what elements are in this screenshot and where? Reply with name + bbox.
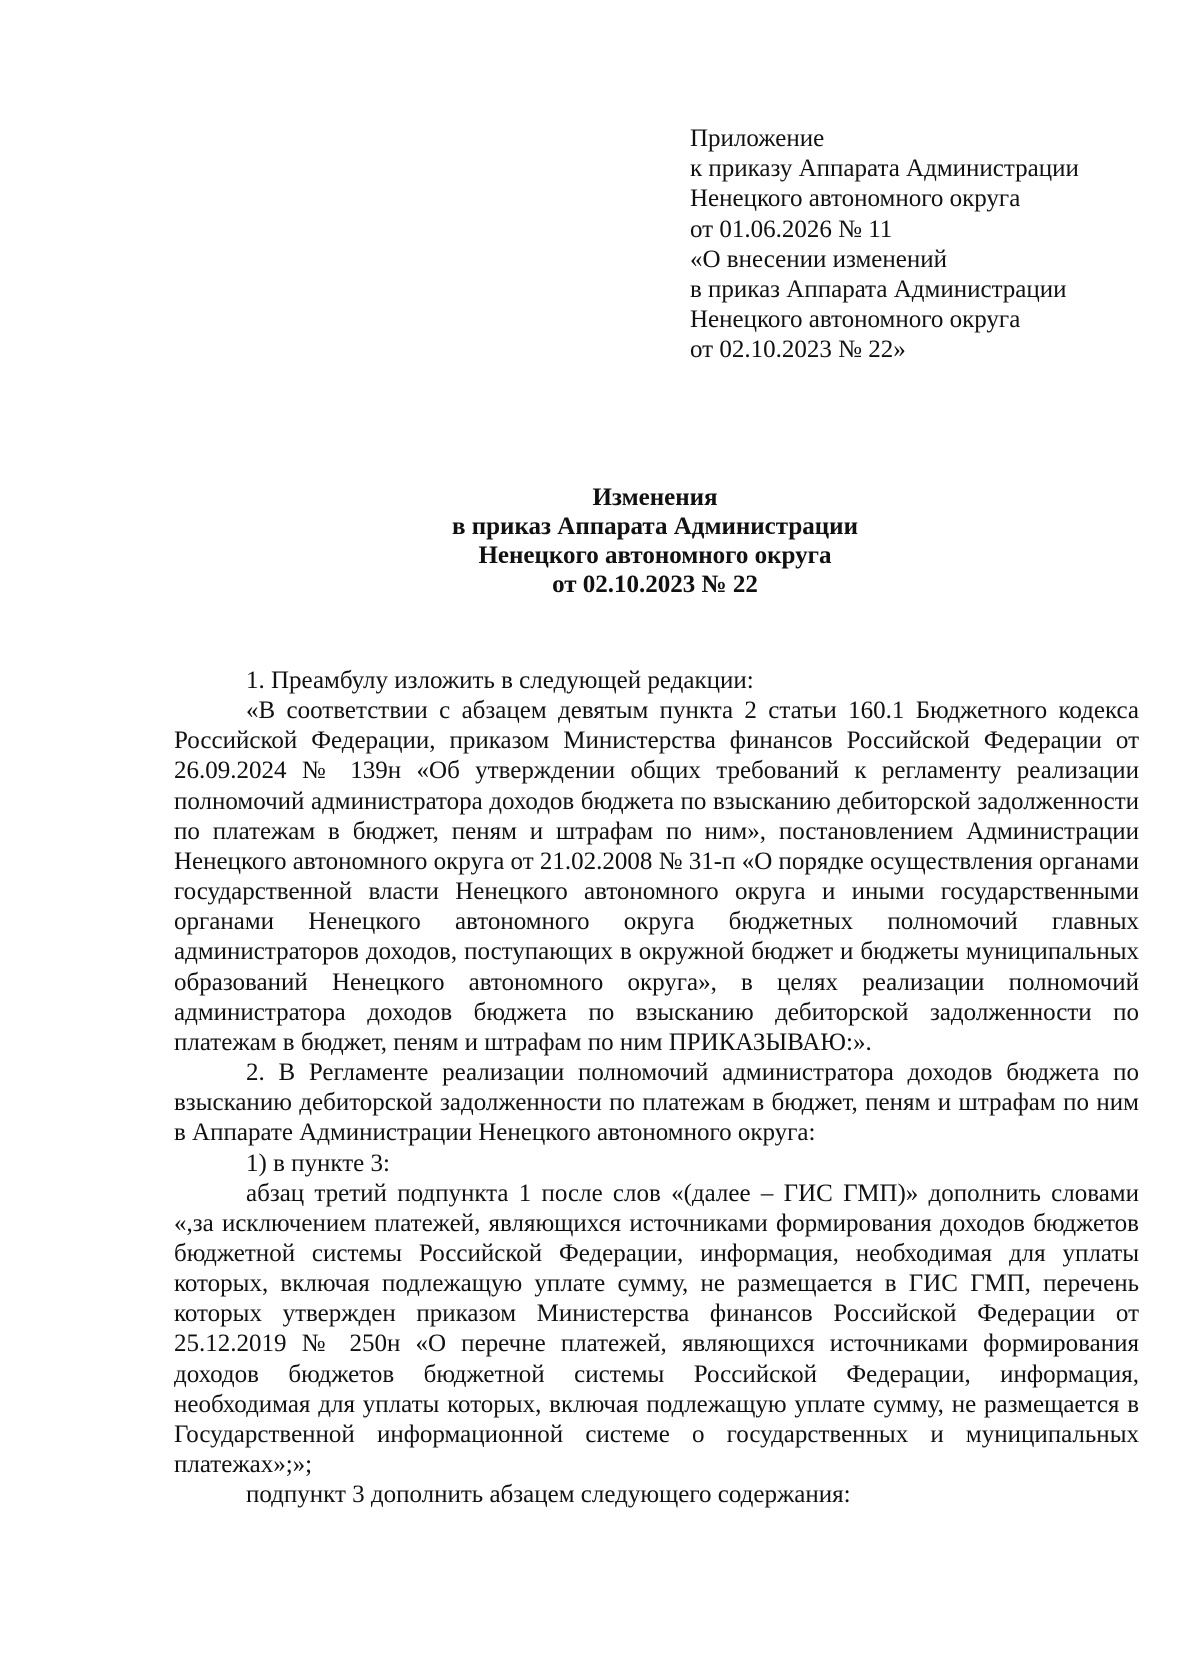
paragraph-item-2: 2. В Регламенте реализации полномочий администратора доходов бюджета по взысканию дебиторской задолженности по платежам в бюджет, пеням и штрафам по ним в Аппарате Администрации Ненецкого автономного округа: (174, 1059, 1139, 1147)
paragraph-subitem-3: подпункт 3 дополнить абзацем следующего содержания: (246, 1481, 851, 1509)
appendix-header (690, 124, 1150, 366)
appendix-line: от 02.10.2023 № 22» (690, 336, 906, 364)
title-line: Изменения (592, 484, 718, 511)
appendix-line: Ненецкого автономного округа (690, 185, 1021, 213)
appendix-line: «О внесении изменений (690, 245, 948, 273)
paragraph-amendment: абзац третий подпункта 1 после слов «(далее – ГИС ГМП)» дополнить словами «,за исключением платежей, являющихся источниками формирования доходов бюджетов бюджетной системы Российской Федерации, информация, необходимая для уплаты которых, включая подлежащую уплате сумму, не размещается в ГИС ГМП, перечень которых утвержден приказом Министерства финансов Российской Федерации от 25.12.2019 № 250н «О перечне платежей, являющихся источниками формирования доходов бюджетов бюджетной системы Российской Федерации, информация, необходимая для уплаты которых, включая подлежащую уплате сумму, не размещается в Государственной информационной системе о государственных и муниципальных платежах»;»; (174, 1179, 1139, 1479)
document-title (160, 483, 1150, 599)
title-line: от 02.10.2023 № 22 (552, 571, 758, 598)
title-line: в приказ Аппарата Администрации (452, 513, 858, 540)
paragraph-item-1: 1. Преамбулу изложить в следующей редакции: (246, 667, 754, 694)
document-body (174, 666, 1139, 1510)
appendix-line: от 01.06.2026 № 11 (690, 215, 893, 243)
title-line: Ненецкого автономного округа (478, 542, 832, 569)
paragraph-preamble-text: «В соответствии с абзацем девятым пункта 2 статьи 160.1 Бюджетного кодекса Российской Федерации, приказом Министерства финансов Российской Федерации от 26.09.2024 № 139н «Об утверждении общих требований к регламенту реализации полномочий администратора доходов бюджета по взысканию дебиторской задолженности по платежам в бюджет, пеням и штрафам по ним», постановлением Администрации Ненецкого автономного округа от 21.02.2008 № 31-п «О порядке осуществления органами государственной власти Ненецкого автономного округа и иными государственными органами Ненецкого автономного округа бюджетных полномочий главных администраторов доходов, поступающих в окружной бюджет и бюджеты муниципальных образований Ненецкого автономного округа», в целях реализации полномочий администратора доходов бюджета по взысканию дебиторской задолженности по платежам в бюджет, пеням и штрафам по ним ПРИКАЗЫВАЮ:». (174, 697, 1139, 1056)
appendix-line: Ненецкого автономного округа (690, 306, 1021, 334)
paragraph-subitem-1: 1) в пункте 3: (246, 1149, 390, 1177)
appendix-line: к приказу Аппарата Администрации (690, 155, 1079, 183)
appendix-line: Приложение (690, 125, 825, 152)
appendix-line: в приказ Аппарата Администрации (690, 276, 1067, 304)
